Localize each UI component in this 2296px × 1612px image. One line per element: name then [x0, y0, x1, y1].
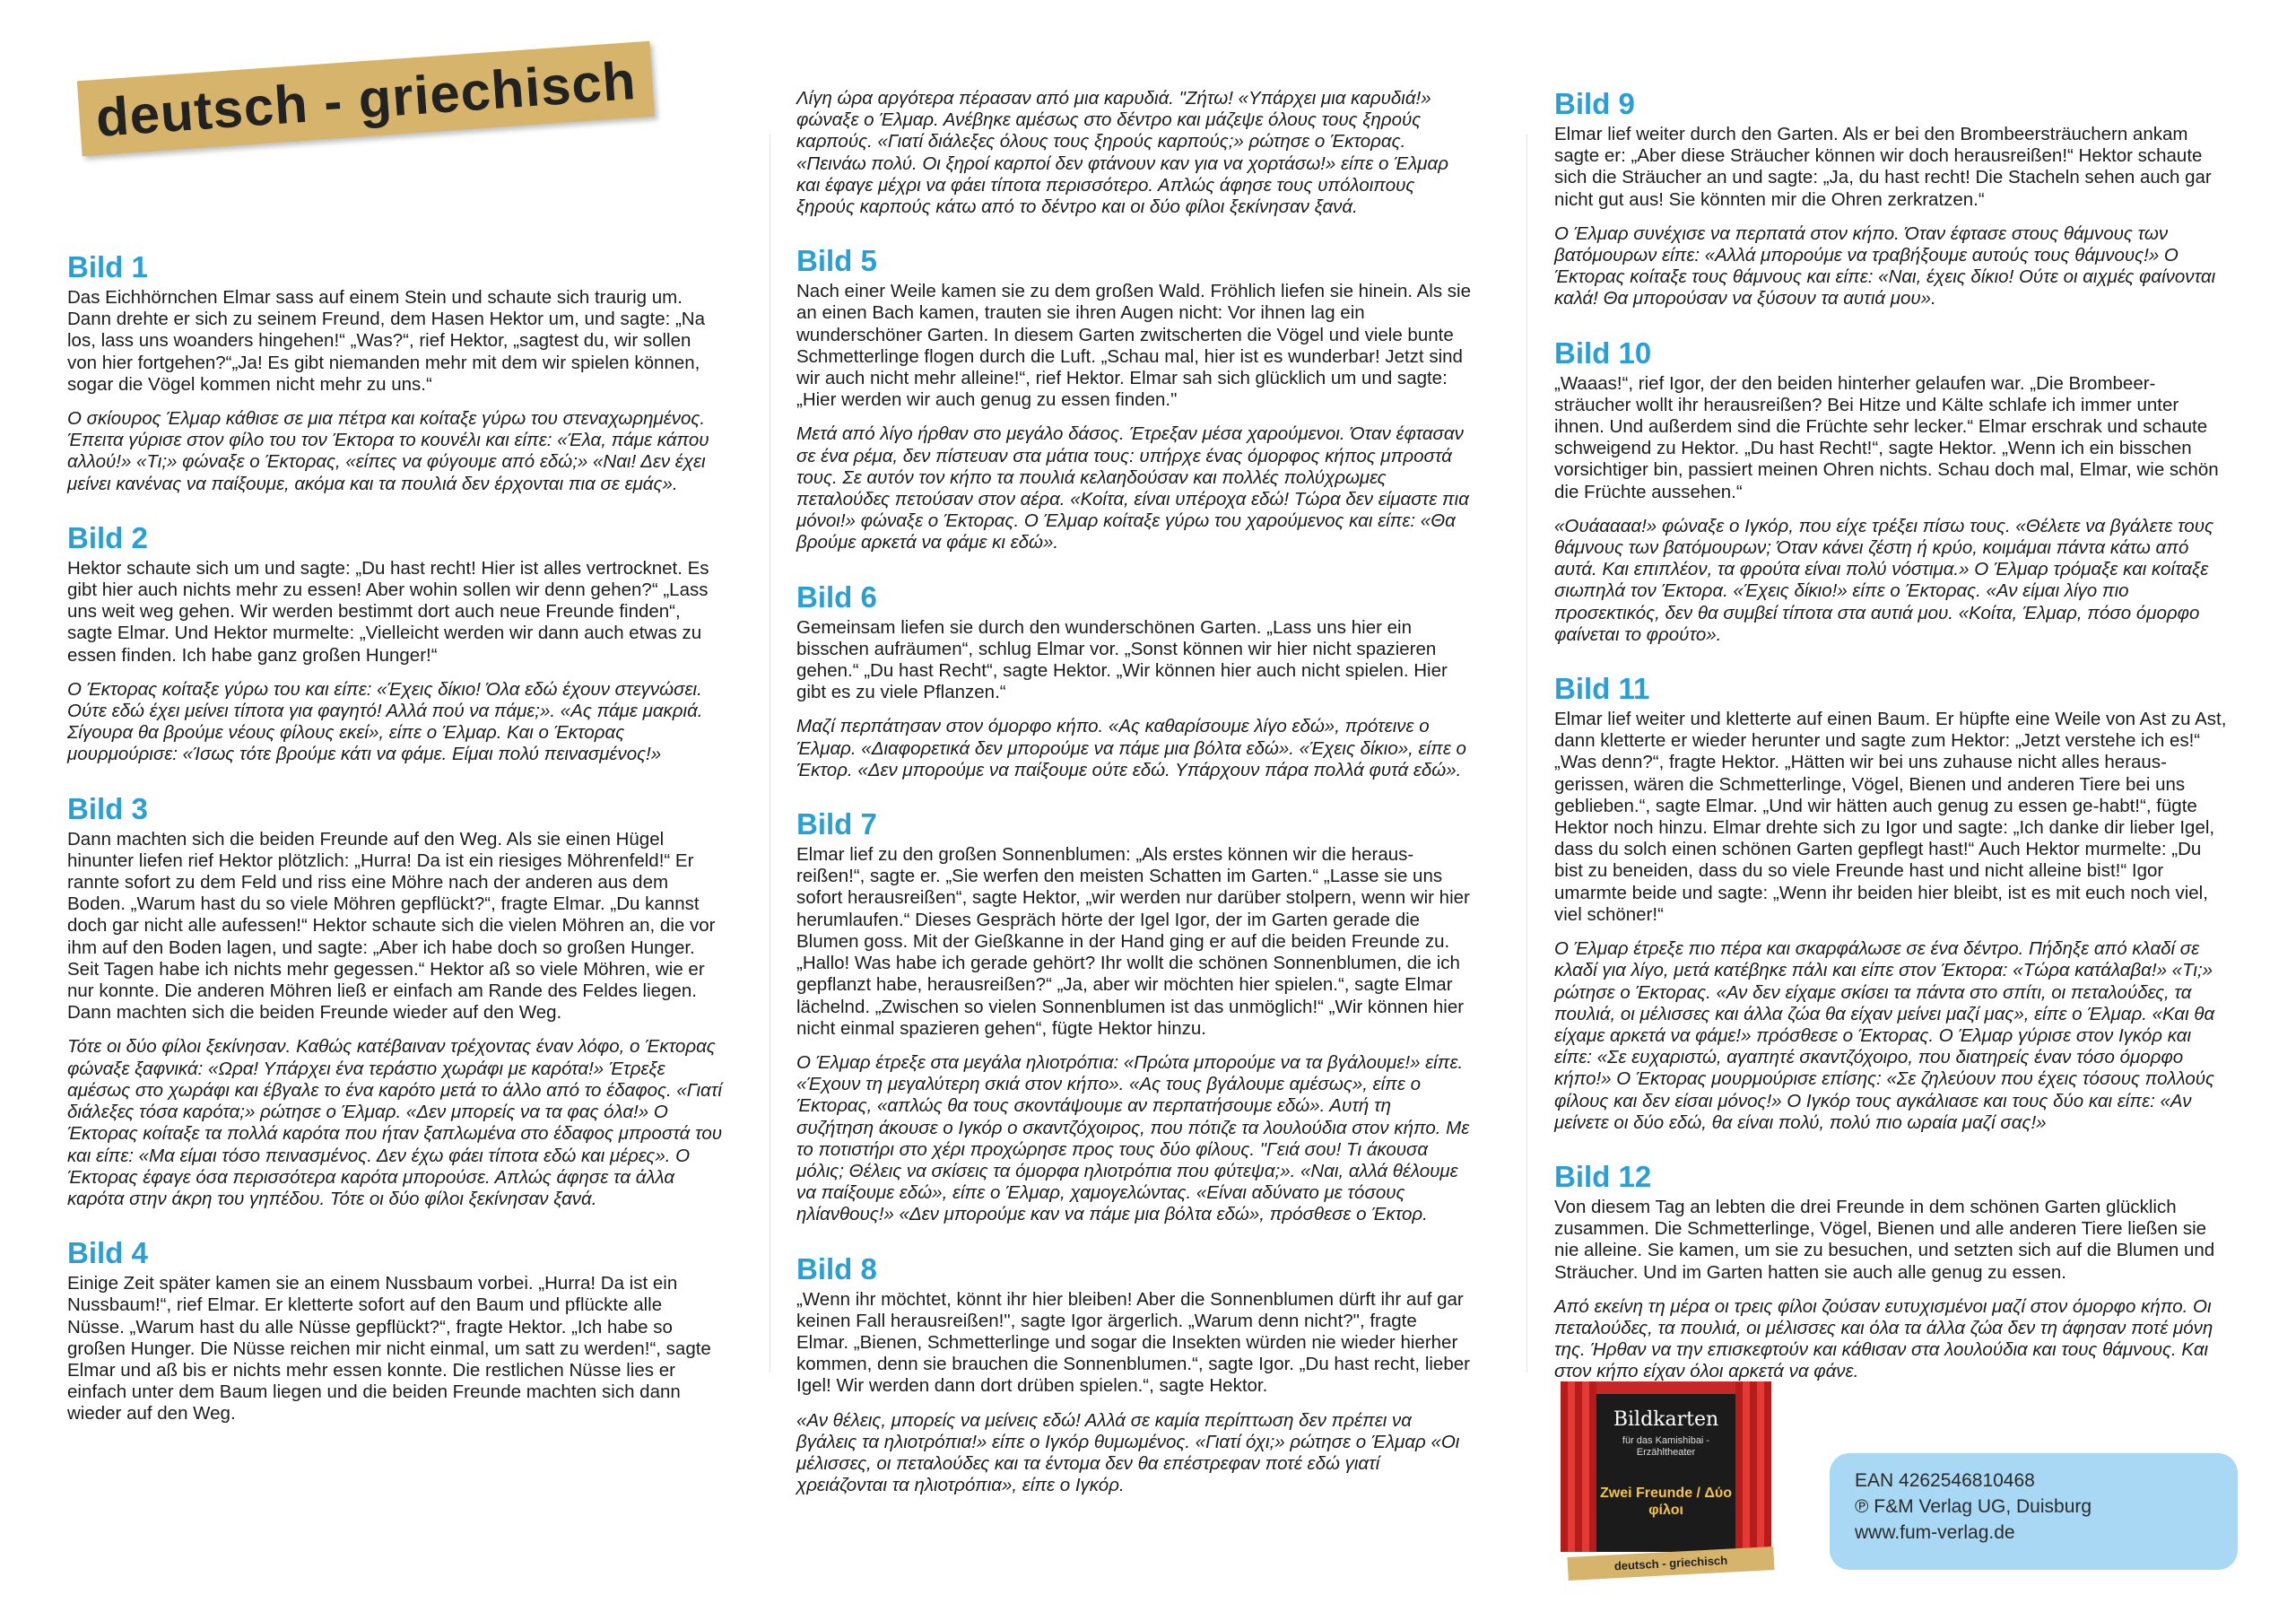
section-heading: Bild 11	[1554, 672, 1650, 706]
title-banner	[77, 41, 655, 156]
story-section	[796, 808, 1471, 1225]
story-section	[796, 1253, 1471, 1497]
section-heading: Bild 3	[67, 791, 148, 825]
section-heading: Bild 12	[1554, 1159, 1652, 1193]
column-divider	[1526, 135, 1527, 1372]
story-section	[1554, 673, 2229, 1134]
curtain-right	[1735, 1381, 1771, 1552]
section-heading: Bild 4	[67, 1236, 148, 1270]
story-section	[1554, 337, 2229, 646]
story-section	[796, 88, 1471, 218]
curtain-left	[1561, 1381, 1596, 1552]
story-section	[67, 522, 722, 766]
greek-text: Ο Έλμαρ έτρεξε στα μεγάλα ηλιοτρόπια: «Πρώτα μπορούμε να τα βγάλουμε!» είπε. «Έχουν τη μεγαλύτερη σκιά στον κήπο». «Ας τους βγάλουμε αμέσως», είπε ο Έκτορας, «απλώς θα τους σκοντάψουμε αν περπατήσουμε εδώ». Αυτή τη συζήτηση άκουσε ο Ιγκόρ ο σκαντζόχοιρος, που πότιζε τα λουλούδια στον κήπο. Με το ποτιστήρι στο χέρι προχώρησε προς τους δύο φίλους. "Γειά σου! Τι άκουσα μόλις; Θέλεις να σκίσεις τα όμορφα ηλιοτρόπια που φύτεψα;». «Ναι, αλλά θέλουμε να παίξουμε εδώ», είπε ο Έλμαρ, χαμογελώντας. «Είναι αδύνατο με τόσους ηλίανθους!» «Δεν μπορούμε καν να πάμε μια βόλτα εδώ», πρόσθεσε ο Έκτορ.	[796, 1051, 1470, 1225]
section-heading: Bild 7	[796, 807, 877, 841]
story-section	[796, 245, 1471, 553]
section-heading: Bild 6	[796, 579, 877, 614]
german-text: Das Eichhörnchen Elmar sass auf einem Stein und schaute sich traurig um. Dann drehte er sich zu seinem Freund, dem Hasen Hektor um, und sagte: „Na los, lass uns woanders hingehen!“ „Was?“, rief Hektor, „sagtest du, wir sollen von hier fortgehen?“„Ja! Es gibt niemanden mehr mit dem wir spielen können, sogar die Vögel kommen nicht mehr zu uns.“	[67, 287, 706, 395]
section-heading: Bild 9	[1554, 87, 1635, 120]
cover-title: Bildkarten	[1613, 1408, 1719, 1431]
cover-card	[1561, 1381, 1771, 1552]
publisher-url[interactable]: www.fum-verlag.de	[1855, 1522, 2015, 1543]
german-text: Einige Zeit später kamen sie an einem Nussbaum vorbei. „Hurra! Da ist ein Nussbaum!“, rief Elmar. Er kletterte sofort auf den Baum und pflückte alle Nüsse. „Warum hast du alle Nüsse gepflückt?“, fragte Hektor. „Ich habe so großen Hunger. Die Nüsse reichen mir nicht einmal, um satt zu werden!“, sagte Elmar und aß bis er nichts mehr essen konnte. Die restlichen Nüsse lies er einfach unter dem Baum liegen und die beiden Freunde machten sich dann wieder auf den Weg.	[67, 1273, 711, 1425]
cover-story-title: Zwei Freunde / Δύο φίλοι	[1599, 1486, 1733, 1518]
greek-text: Από εκείνη τη μέρα οι τρεις φίλοι ζούσαν ευτυχισμένοι μαζί στον όμορφο κήπο. Οι πεταλούδες, τα πουλιά, οι μέλισσες και όλα τα άλλα ζώα δεν τη άφησαν ποτέ μόνη της. Ήρθαν να την επισκεφτούν και κάθισαν στα λουλούδια και τους θάμνους. Και στον κήπο είχαν όλοι αρκετά να φάνε.	[1554, 1295, 2213, 1382]
german-text: Elmar lief zu den großen Sonnenblumen: „Als erstes können wir die heraus-reißen!“, sagte er. „Sie werfen den meisten Schatten im Garten.“ „Lasse sie uns sofort herausreißen“, sagte Hektor, „wir werden nur darüber stolpern, wenn wir hier herumlaufen.“ Dieses Gespräch hörte der Igel Igor, der im Garten gerade die Blumen goss. Mit der Gießkanne in der Hand ging er auf die beiden Freunde zu. „Hallo! Was habe ich gerade gehört? Ihr wollt die schönen Sonnenblumen, die ich gepflanzt habe, herausreißen?“ „Ja, aber wir möchten hier spielen.“, sagte Elmar lächelnd. „Zwischen so vielen Sonnenblumen ist das unmöglich!“ „Wir können hier nicht einmal spazieren gehen“, fügte Hektor hinzu.	[796, 844, 1470, 1039]
german-text: Dann machten sich die beiden Freunde auf den Weg. Als sie einen Hügel hinunter liefen rief Hektor plötzlich: „Hurra! Da ist ein riesiges Möhrenfeld!“ Er rannte sofort zu dem Feld und riss eine Möhre nach der anderen aus dem Boden. „Warum hast du so viele Möhren gepflückt?“, fragte Elmar. „Du kannst doch gar nicht alle aufessen!“ Hektor schaute sich die vielen Möhren an, die vor ihm auf den Boden lagen, und sagte: „Aber ich habe doch so großen Hunger. Seit Tagen habe ich nichts mehr gegessen.“ Hektor aß so viele Möhren, wie er nur konnte. Die anderen Möhren ließ er einfach am Rande des Feldes liegen. Dann machten sich die beiden Freunde wieder auf den Weg.	[67, 828, 716, 1024]
section-heading: Bild 1	[67, 250, 148, 283]
ean-code: EAN 4262546810468	[1855, 1470, 2035, 1491]
column-2	[796, 88, 1471, 1523]
greek-text: Μετά από λίγο ήρθαν στο μεγάλο δάσος. Έτρεξαν μέσα χαρούμενοι. Όταν έφτασαν σε ένα ρέμα, δεν πίστευαν στα μάτια τους: υπήρχε ένας όμορφος κήπος μπροστά τους. Σε αυτόν τον κήπο τα πουλιά κελαηδούσαν και πολλές πολύχρωμες πεταλούδες πετούσαν στον αέρα. «Κοίτα, είναι υπέροχα εδώ! Τώρα δεν είμαστε πια μόνοι!» φώναξε ο Έκτορας. Ο Έλμαρ κοίταξε γύρω του χαρούμενος και είπε: «Θα βρούμε αρκετά να φάμε κι εδώ».	[796, 423, 1469, 553]
page-title: deutsch - griechisch	[93, 49, 639, 148]
column-3	[1554, 88, 2229, 1410]
greek-text: Λίγη ώρα αργότερα πέρασαν από μια καρυδιά. "Ζήτω! «Υπάρχει μια καρυδιά!» φώναξε ο Έλμαρ. Ανέβηκε αμέσως στο δέντρο και μάζεψε όλους τους ξηρούς καρπούς. «Γιατί διάλεξες όλους τους ξηρούς καρπούς;» ρώτησε ο Έκτορας. «Πεινάω πολύ. Οι ξηροί καρποί δεν φτάνουν καν για να χορτάσω!» είπε ο Έλμαρ και έφαγε μέχρι να φάει τίποτα περισσότερο. Απλώς άφησε τους υπόλοιπους ξηρούς καρπούς κάτω από το δέντρο και οι δύο φίλοι ξεκίνησαν ξανά.	[796, 88, 1448, 218]
greek-text: Ο Έλμαρ συνέχισε να περπατά στον κήπο. Όταν έφτασε στους θάμνους των βατόμουρων είπε: «Αλλά μπορούμε να τραβήξουμε αυτούς τους θάμνους!» Ο Έκτορας κοίταξε τους θάμνους και είπε: «Ναι, έχεις δίκιο! Ούτε οι αιχμές φαίνονται καλά! Θα μπορούσαν να ξύσουν τα αυτιά μου».	[1554, 222, 2216, 309]
german-text: „Waaas!“, rief Igor, der den beiden hinterher gelaufen war. „Die Brombeer-sträucher wollt ihr herausreißen? Bei Hitze und Kälte schlafe ich immer unter ihnen. Und außerdem sind die Früchte sehr lecker.“ Elmar erschrak und schaute schweigend zu Hektor. „Du hast Recht!“, sagte Hektor. „Wenn ich ein bisschen vorsichtiger bin, passiert meinen Ohren nichts. Schau doch mal, Elmar, wie schön die Früchte aussehen.“	[1554, 372, 2219, 502]
story-section	[67, 1237, 722, 1425]
card-cover-image	[1561, 1381, 1771, 1579]
story-section	[67, 793, 722, 1210]
german-text: Hektor schaute sich um und sagte: „Du hast recht! Hier ist alles vertrocknet. Es gibt hier auch nichts mehr zu essen! Aber wohin sollen wir denn gehen?“ „Lass uns weit weg gehen. Wir werden bestimmt dort auch neue Freunde finden“, sagte Elmar. Und Hektor murmelte: „Vielleicht werden wir dann auch etwas zu essen finden. Ich habe ganz großen Hunger!“	[67, 557, 709, 666]
greek-text: Μαζί περπάτησαν στον όμορφο κήπο. «Ας καθαρίσουμε λίγο εδώ», πρότεινε ο Έλμαρ. «Διαφορετικά δεν μπορούμε να πάμε μια βόλτα εδώ». «Έχεις δίκιο», είπε ο Έκτορ. «Δεν μπορούμε να παίξουμε ούτε εδώ. Υπάρχουν πάρα πολλά φυτά εδώ».	[796, 716, 1466, 780]
cover-language-stripe: deutsch - griechisch	[1567, 1547, 1774, 1581]
section-heading: Bild 2	[67, 520, 148, 554]
cover-subtitle: für das Kamishibai - Erzähltheater	[1622, 1435, 1710, 1458]
greek-text: «Αν θέλεις, μπορείς να μείνεις εδώ! Αλλά σε καμία περίπτωση δεν πρέπει να βγάλεις τα ηλιοτρόπια!» είπε ο Ιγκόρ θυμωμένος. «Γιατί όχι;» ρώτησε ο Έλμαρ «Οι μέλισσες, οι πεταλούδες και τα έντομα δεν θα επέστρεφαν ποτέ εδώ γιατί χρειάζονται τα ηλιοτρόπια», είπε ο Ιγκόρ.	[796, 1409, 1460, 1496]
section-heading: Bild 8	[796, 1251, 877, 1285]
publisher-name: ℗ F&M Verlag UG, Duisburg	[1855, 1496, 2092, 1517]
section-heading: Bild 10	[1554, 335, 1652, 370]
german-text: Von diesem Tag an lebten die drei Freunde in dem schönen Garten glücklich zusammen. Die Schmetterlinge, Vögel, Bienen und alle anderen Tiere ließen sie nie alleine. Sie kamen, um sie zu besuchen, und setzten sich auf die Blumen und Sträucher. Und im Garten hatten sie auch alle genug zu essen.	[1554, 1196, 2215, 1283]
greek-text: Ο Έλμαρ έτρεξε πιο πέρα και σκαρφάλωσε σε ένα δέντρο. Πήδηξε από κλαδί σε κλαδί για λίγο, μετά κατέβηκε πάλι και είπε στον Έκτορα: «Τώρα κατάλαβα!» «Τι;» ρώτησε ο Έκτορας. «Αν δεν είχαμε σκίσει τα πάντα στο σπίτι, οι πεταλούδες, τα πουλιά, οι μέλισσες και άλλα ζώα θα είχαν μείνει μαζί μας», είπε ο Έλμαρ. «Και θα είχαμε αρκετά να φάμε!» πρόσθεσε ο Έκτορας. Ο Έλμαρ γύρισε στον Ιγκόρ και είπε: «Σε ευχαριστώ, αγαπητέ σκαντζόχοιρο, που διατηρείς έναν τόσο όμορφο κήπο!» Ο Έκτορας μουρμούρισε επίσης: «Σε ζηλεύουν που έχεις τόσους πολλούς φίλους και δεν είσαι μόνος!» Ο Ιγκόρ τους αγκάλιασε και τους δύο και είπε: «Αν μείνετε οι δύο εδώ, θα είναι πολύ, πολύ πιο ωραία μαζί σας!»	[1554, 938, 2215, 1133]
german-text: Elmar lief weiter und kletterte auf einen Baum. Er hüpfte eine Weile von Ast zu Ast, dann kletterte er wieder herunter und sagte zum Hektor: „Jetzt verstehe ich es!“ „Was denn?“, fragte Hektor. „Hätten wir bei uns zuhause nicht alles heraus-gerissen, wären die Schmetterlinge, Vögel, Bienen und anderen Tiere bei uns geblieben.“, sagte Elmar. „Und wir hätten auch genug zu essen ge-habt!“, fügte Hektor noch hinzu. Elmar drehte sich zu Igor und sagte: „Ich danke dir lieber Igel, dass du solch einen schönen Garten gepflegt hast!“ Auch Hektor murmelte: „Du bist zu beneiden, dass du so viele Freunde hast und nicht alleine bist!“ Igor umarmte beide und sagte: „Wenn ihr beiden hier bleibt, ist es mit euch noch viel, viel schöner!“	[1554, 709, 2227, 925]
greek-text: Τότε οι δύο φίλοι ξεκίνησαν. Καθώς κατέβαιναν τρέχοντας έναν λόφο, ο Έκτορας φώναξε ξαφνικά: «Ωρα! Υπάρχει ένα τεράστιο χωράφι με καρότα!» Έτρεξε αμέσως στο χωράφι και έβγαλε το ένα καρότο μετά το άλλο από το έδαφος. «Γιατί διάλεξες τόσα καρότα;» ρώτησε ο Έλμαρ. «Δεν μπορείς να τα φας όλα!» Ο Έκτορας κοίταξε τα πολλά καρότα που ήταν ξαπλωμένα στο έδαφος μπροστά του και είπε: «Μα είμαι τόσο πεινασμένος. Δεν έχω φάει τίποτα εδώ και μέρες». Ο Έκτορας έφαγε όσα περισσότερα καρότα μπορούσε. Απλώς άφησε τα άλλα καρότα στην άκρη του γηπέδου. Τότε οι δύο φίλοι ξεκίνησαν ξανά.	[67, 1036, 723, 1209]
greek-text: Ο Έκτορας κοίταξε γύρω του και είπε: «Έχεις δίκιο! Όλα εδώ έχουν στεγνώσει. Ούτε εδώ έχει μείνει τίποτα για φαγητό! Αλλά πού να πάμε;». «Ας πάμε μακριά. Σίγουρα θα βρούμε νέους φίλους εκεί», είπε ο Έλμαρ. Και ο Έκτορας μουρμούρισε: «Ίσως τότε βρούμε κάτι να φάμε. Είμαι πολύ πεινασμένος!»	[67, 678, 703, 765]
story-section	[1554, 1161, 2229, 1383]
story-section	[1554, 88, 2229, 310]
column-1	[67, 251, 722, 1452]
german-text: Elmar lief weiter durch den Garten. Als er bei den Brombeersträuchern ankam sagte er: „Aber diese Sträucher können wir doch herausreißen!“ Hektor schaute sich die Sträucher an und sagte: „Ja, du hast recht! Die Stacheln sehen auch gar nicht gut aus! Sie könnten mir die Ohren zerkratzen.“	[1554, 124, 2212, 210]
section-heading: Bild 5	[796, 244, 877, 278]
story-section	[67, 251, 722, 495]
german-text: „Wenn ihr möchtet, könnt ihr hier bleiben! Aber die Sonnenblumen dürft ihr auf gar keinen Fall herausreißen!", sagte Igor ärgerlich. „Warum denn nicht?", fragte Elmar. „Bienen, Schmetterlinge und sogar die Insekten würden nie wieder hierher kommen, denn sie brauchen die Sonnenblumen.“, sagte Igor. „Du hast recht, lieber Igel! Wir werden dann dort drüben spielen.“, sagte Hektor.	[796, 1288, 1470, 1397]
german-text: Nach einer Weile kamen sie zu dem großen Wald. Fröhlich liefen sie hinein. Als sie an einen Bach kamen, trauten sie ihren Augen nicht: Vor ihnen lag ein wunderschöner Garten. In diesem Garten zwitscherten die Vögel und viele bunte Schmetterlinge flogen durch die Luft. „Schau mal, hier ist es wunderbar! Jetzt sind wir auch nicht mehr alleine!“, rief Hektor. Elmar sah sich glücklich um und sagte: „Hier werden wir auch genug zu essen finden."	[796, 281, 1472, 411]
publisher-info-box	[1830, 1453, 2238, 1570]
greek-text: «Ουάαααα!» φώναξε ο Ιγκόρ, που είχε τρέξει πίσω τους. «Θέλετε να βγάλετε τους θάμνους των βατόμουρων; Όταν κάνει ζέστη ή κρύο, κοιμάμαι πάντα κάτω από αυτά. Και επιπλέον, τα φρούτα είναι πολύ νόστιμα.» Ο Έλμαρ τρόμαξε και κοίταξε σιωπηλά τον Έκτορα. «Έχεις δίκιο!» είπε ο Έκτορας. «Αν είμαι λίγο πιο προσεκτικός, δεν θα συμβεί τίποτα στα αυτιά μου. «Κοίτα, Έλμαρ, πόσο όμορφο φαίνεται το φρούτο».	[1554, 515, 2214, 645]
german-text: Gemeinsam liefen sie durch den wunderschönen Garten. „Lass uns hier ein bisschen aufräumen“, schlug Elmar vor. „Sonst können wir hier nicht spazieren gehen.“ „Du hast Recht“, sagte Hektor. „Wir können hier auch nicht spielen. Hier gibt es zu viele Pflanzen.“	[796, 616, 1448, 703]
greek-text: Ο σκίουρος Έλμαρ κάθισε σε μια πέτρα και κοίταξε γύρω του στεναχωρημένος. Έπειτα γύρισε στον φίλο του τον Έκτορα το κουνέλι και είπε: «Έλα, πάμε κάπου αλλού!» «Τι;» φώναξε ο Έκτορας, «είπες να φύγουμε από εδώ;» «Ναι! Δεν έχει μείνει κανένας να παίξουμε, ακόμα και τα πουλιά δεν έρχονται πια σε εμάς».	[67, 408, 709, 494]
story-section	[796, 581, 1471, 781]
